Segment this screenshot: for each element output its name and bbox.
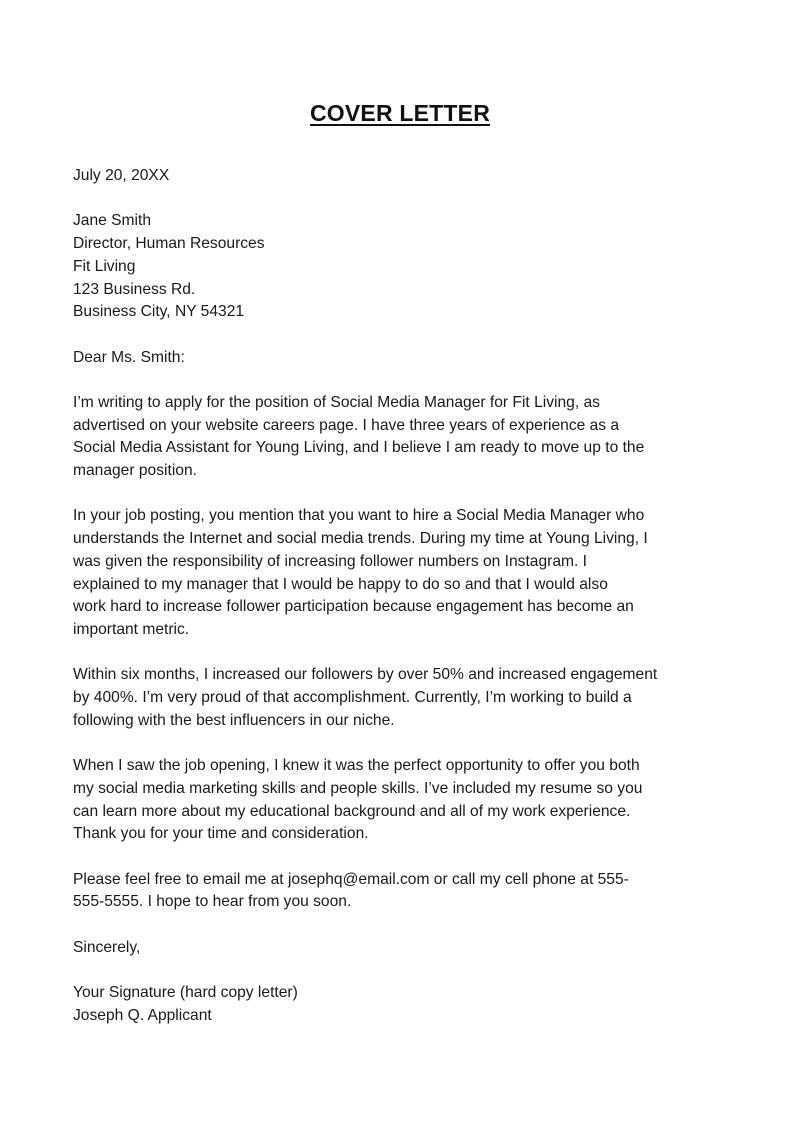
paragraph-5 xyxy=(73,869,738,914)
recipient-title: Director, Human Resources xyxy=(73,235,265,253)
recipient-name: Jane Smith xyxy=(73,212,152,230)
paragraph-line: Please feel free to email me at josephq@email.com or call my cell phone at 555- xyxy=(73,870,629,888)
paragraph-line: was given the responsibility of increasing follower numbers on Instagram. I xyxy=(73,552,587,570)
paragraph-2 xyxy=(73,505,738,641)
recipient-street: 123 Business Rd. xyxy=(73,280,196,298)
paragraph-line: Thank you for your time and consideration. xyxy=(73,825,369,843)
paragraph-line: by 400%. I’m very proud of that accomplishment. Currently, I’m working to build a xyxy=(73,689,632,707)
salutation: Dear Ms. Smith: xyxy=(73,348,185,366)
signature-line: Your Signature (hard copy letter) xyxy=(73,984,298,1002)
closing: Sincerely, xyxy=(73,938,141,956)
paragraph-line: Social Media Assistant for Young Living, and I believe I am ready to move up to the xyxy=(73,439,645,457)
paragraph-line: advertised on your website careers page. I have three years of experience as a xyxy=(73,416,620,434)
letter-date: July 20, 20XX xyxy=(73,167,170,184)
recipient-city: Business City, NY 54321 xyxy=(73,303,245,321)
paragraph-line: manager position. xyxy=(73,462,197,480)
paragraph-line: Within six months, I increased our followers by over 50% and increased engagement xyxy=(73,666,658,684)
recipient-address xyxy=(73,210,738,324)
paragraph-line: my social media marketing skills and people skills. I’ve included my resume so you xyxy=(73,779,643,797)
paragraph-line: explained to my manager that I would be happy to do so and that I would also xyxy=(73,575,608,593)
paragraph-line: When I saw the job opening, I knew it was the perfect opportunity to offer you both xyxy=(73,757,640,775)
page-title xyxy=(0,98,800,128)
paragraph-line: can learn more about my educational background and all of my work experience. xyxy=(73,802,631,820)
paragraph-4 xyxy=(73,755,738,846)
paragraph-1 xyxy=(73,392,738,483)
paragraph-line: work hard to increase follower participation because engagement has become an xyxy=(73,598,634,616)
paragraph-line: understands the Internet and social media trends. During my time at Young Living, I xyxy=(73,530,648,548)
paragraph-line: important metric. xyxy=(73,621,190,638)
recipient-company: Fit Living xyxy=(73,257,136,275)
page-title-text: COVER LETTER xyxy=(309,100,491,126)
paragraph-line: 555-5555. I hope to hear from you soon. xyxy=(73,893,352,911)
letter-body xyxy=(73,165,738,1028)
paragraph-line: In your job posting, you mention that you want to hire a Social Media Manager who xyxy=(73,507,645,525)
paragraph-3 xyxy=(73,664,738,732)
sender-name: Joseph Q. Applicant xyxy=(73,1006,212,1024)
paragraph-line: I’m writing to apply for the position of Social Media Manager for Fit Living, as xyxy=(73,393,600,411)
paragraph-line: following with the best influencers in our niche. xyxy=(73,711,395,729)
